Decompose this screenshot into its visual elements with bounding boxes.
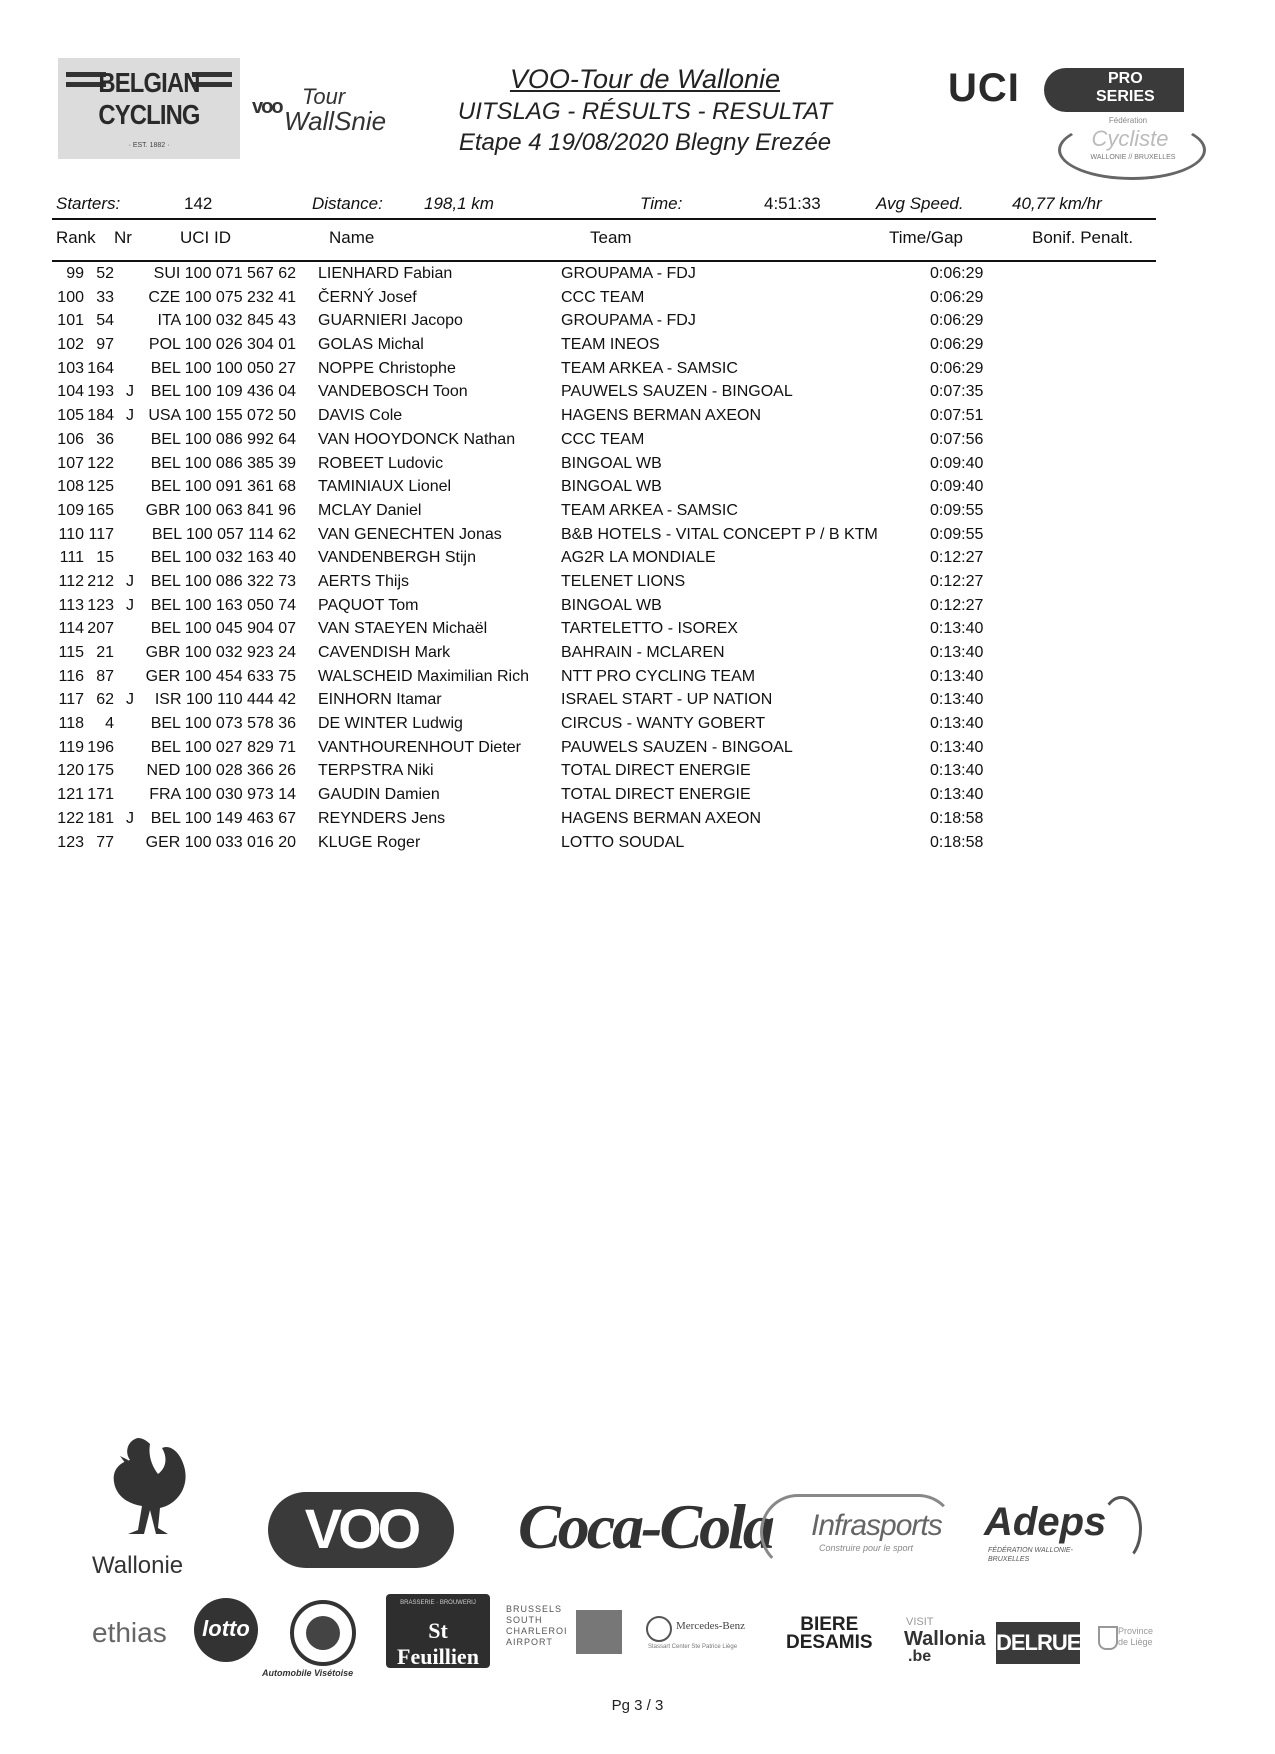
- team-cell: BINGOAL WB: [561, 478, 662, 496]
- uci-id-cell: BEL 100 057 114 62: [151, 525, 296, 543]
- header-rule: [52, 218, 1156, 220]
- logo-text-cycling: CYCLING: [98, 99, 200, 130]
- logo-tour-text: Tour: [302, 84, 346, 109]
- mercedes-text: Mercedes-Benz: [676, 1620, 746, 1632]
- uci-id-cell: NED 100 028 366 26: [146, 762, 296, 780]
- team-cell: AG2R LA MONDIALE: [561, 549, 716, 567]
- mercedes-star-icon: [646, 1616, 672, 1642]
- team-cell: PAUWELS SAUZEN - BINGOAL: [561, 738, 793, 756]
- rank-cell: 106: [57, 430, 84, 448]
- team-cell: TOTAL DIRECT ENERGIE: [561, 786, 751, 804]
- rank-cell: 103: [57, 359, 84, 377]
- nr-cell: 87: [96, 667, 114, 685]
- page-number: Pg 3 / 3: [611, 1697, 664, 1714]
- team-cell: BINGOAL WB: [561, 596, 662, 614]
- rank-cell: 104: [57, 383, 84, 401]
- junior-flag-cell: J: [126, 809, 134, 827]
- table-row: [0, 665, 1275, 689]
- nr-cell: 207: [87, 620, 114, 638]
- team-cell: LOTTO SOUDAL: [561, 833, 685, 851]
- uci-id-cell: BEL 100 027 829 71: [150, 738, 296, 756]
- uci-id-cell: BEL 100 091 361 68: [150, 478, 296, 496]
- time-value: 4:51:33: [764, 194, 821, 213]
- team-cell: CIRCUS - WANTY GOBERT: [561, 715, 766, 733]
- junior-flag-cell: J: [126, 691, 134, 709]
- nr-cell: 164: [87, 359, 114, 377]
- table-row: [0, 357, 1275, 381]
- junior-flag-cell: J: [126, 383, 134, 401]
- rider-name-cell: ČERNÝ Josef: [318, 288, 417, 306]
- adeps-arc-icon: [1100, 1496, 1142, 1562]
- time-gap-cell: 0:07:35: [930, 383, 984, 401]
- team-cell: TARTELETTO - ISOREX: [561, 620, 738, 638]
- distance-label: Distance:: [312, 194, 383, 213]
- title-block: [400, 62, 890, 158]
- logo-text-est: · EST. 1882 ·: [128, 142, 170, 149]
- junior-flag-cell: J: [126, 596, 134, 614]
- time-gap-cell: 0:07:51: [930, 407, 984, 425]
- rank-cell: 101: [57, 312, 84, 330]
- rank-cell: 117: [58, 691, 84, 709]
- table-row: [0, 617, 1275, 641]
- uci-id-cell: BEL 100 086 992 64: [150, 430, 296, 448]
- rider-name-cell: AERTS Thijs: [318, 572, 409, 590]
- starters-value: 142: [184, 194, 213, 213]
- rider-name-cell: EINHORN Itamar: [318, 691, 442, 709]
- time-gap-cell: 0:12:27: [930, 596, 984, 614]
- rank-cell: 105: [57, 407, 84, 425]
- uci-id-cell: FRA 100 030 973 14: [149, 786, 296, 804]
- table-row: [0, 783, 1275, 807]
- time-gap-cell: 0:09:55: [930, 525, 984, 543]
- table-row: [0, 807, 1275, 831]
- rider-name-cell: DAVIS Cole: [318, 407, 403, 425]
- team-cell: CCC TEAM: [561, 430, 645, 448]
- st-feuillien-text: St Feuillien: [397, 1618, 479, 1669]
- sponsor-wallonie: [88, 1430, 208, 1580]
- airport-line: CHARLEROI: [506, 1626, 568, 1636]
- lotto-text: lotto: [202, 1616, 250, 1641]
- province-shield-icon: [1098, 1626, 1118, 1650]
- nr-cell: 184: [87, 407, 114, 425]
- rider-name-cell: LIENHARD Fabian: [318, 265, 453, 282]
- sponsor-automobile-visetoise: Automobile Visétoise: [262, 1668, 354, 1678]
- rank-cell: 107: [57, 454, 84, 472]
- rider-name-cell: VAN GENECHTEN Jonas: [318, 525, 502, 543]
- sponsor-st-feuillien: [386, 1594, 490, 1668]
- team-cell: BINGOAL WB: [561, 454, 662, 472]
- airport-line: AIRPORT: [506, 1637, 553, 1647]
- table-row: [0, 262, 1275, 286]
- uci-id-cell: USA 100 155 072 50: [148, 407, 296, 425]
- table-row: [0, 759, 1275, 783]
- nr-cell: 193: [87, 383, 114, 401]
- time-gap-cell: 0:06:29: [930, 336, 984, 354]
- col-team: Team: [590, 228, 632, 247]
- nr-cell: 62: [96, 691, 114, 709]
- rank-cell: 100: [57, 288, 84, 306]
- federation-small-text: Fédération: [1108, 116, 1148, 125]
- adeps-subtext: FÉDÉRATION WALLONIE-BRUXELLES: [988, 1547, 1073, 1563]
- nr-cell: 122: [87, 454, 114, 472]
- uci-id-cell: BEL 100 086 322 73: [150, 572, 296, 590]
- airport-logo-icon: [576, 1610, 622, 1654]
- nr-cell: 15: [96, 549, 114, 567]
- distance-value: 198,1 km: [424, 194, 494, 213]
- sponsor-coca-cola: Coca-Cola: [518, 1491, 772, 1562]
- uci-id-cell: SUI 100 071 567 62: [153, 265, 296, 282]
- logo-text-belgian: BELGIAN: [98, 67, 200, 98]
- uci-id-cell: GBR 100 032 923 24: [145, 644, 296, 661]
- rider-name-cell: TERPSTRA Niki: [318, 762, 434, 780]
- rank-cell: 118: [58, 715, 84, 733]
- team-cell: HAGENS BERMAN AXEON: [561, 809, 762, 827]
- time-gap-cell: 0:18:58: [930, 833, 984, 851]
- nr-cell: 54: [96, 312, 114, 330]
- time-gap-cell: 0:06:29: [930, 359, 984, 377]
- pro-text: PRO: [1108, 70, 1143, 87]
- nr-cell: 33: [96, 288, 114, 306]
- time-gap-cell: 0:12:27: [930, 549, 984, 567]
- team-cell: NTT PRO CYCLING TEAM: [561, 667, 756, 685]
- uci-id-cell: ISR 100 110 444 42: [154, 691, 296, 709]
- table-row: [0, 688, 1275, 712]
- sponsor-brussels-south-charleroi-airport: [506, 1604, 568, 1648]
- uci-text: UCI: [948, 66, 1020, 110]
- rider-name-cell: VANTHOURENHOUT Dieter: [318, 738, 521, 756]
- table-row: [0, 499, 1275, 523]
- table-row: [0, 428, 1275, 452]
- logo-wallonie-text: WallSnie: [284, 106, 387, 136]
- avg-speed-label: Avg Speed.: [876, 194, 964, 213]
- table-row: [0, 452, 1275, 476]
- rider-name-cell: DE WINTER Ludwig: [318, 715, 463, 733]
- rider-name-cell: VAN HOOYDONCK Nathan: [318, 430, 516, 448]
- nr-cell: 212: [87, 572, 114, 590]
- time-gap-cell: 0:13:40: [930, 644, 984, 661]
- table-row: [0, 309, 1275, 333]
- table-row: [0, 475, 1275, 499]
- team-cell: TEAM INEOS: [561, 336, 660, 354]
- rider-name-cell: NOPPE Christophe: [318, 359, 456, 377]
- sponsor-mercedes-benz: [644, 1616, 766, 1656]
- team-cell: CCC TEAM: [561, 288, 645, 306]
- time-gap-cell: 0:13:40: [930, 762, 984, 780]
- uci-id-cell: BEL 100 073 578 36: [150, 715, 296, 733]
- uci-id-cell: BEL 100 163 050 74: [150, 596, 296, 614]
- province-text: [1118, 1626, 1153, 1648]
- col-time-gap: Time/Gap: [889, 228, 964, 247]
- rank-cell: 110: [58, 525, 84, 543]
- nr-cell: 165: [87, 501, 114, 519]
- rider-name-cell: VAN STAEYEN Michaël: [318, 620, 488, 638]
- table-row: [0, 523, 1275, 547]
- rank-cell: 99: [66, 265, 84, 282]
- rank-cell: 112: [58, 572, 84, 590]
- time-gap-cell: 0:06:29: [930, 312, 984, 330]
- rider-name-cell: VANDEBOSCH Toon: [318, 383, 468, 401]
- rider-name-cell: PAQUOT Tom: [318, 596, 419, 614]
- rider-name-cell: MCLAY Daniel: [318, 501, 422, 519]
- voo-text: VOO: [304, 1497, 418, 1560]
- adeps-text: Adeps: [984, 1500, 1107, 1544]
- team-cell: B&B HOTELS - VITAL CONCEPT P / B KTM: [561, 525, 878, 543]
- team-cell: ISRAEL START - UP NATION: [561, 691, 773, 709]
- logo-voo-text: voo: [252, 96, 282, 118]
- rider-name-cell: TAMINIAUX Lionel: [318, 478, 452, 496]
- team-cell: TOTAL DIRECT ENERGIE: [561, 762, 751, 780]
- junior-flag-cell: J: [126, 407, 134, 425]
- nr-cell: 181: [87, 809, 114, 827]
- federation-sub-text: WALLONIE // BRUXELLES: [1090, 154, 1176, 161]
- nr-cell: 171: [87, 786, 114, 804]
- uci-id-cell: GER 100 454 633 75: [145, 667, 296, 685]
- infrasports-text: Infrasports: [811, 1509, 942, 1542]
- nr-cell: 77: [96, 833, 114, 851]
- time-gap-cell: 0:09:55: [930, 501, 984, 519]
- pro-series-text: [1096, 70, 1155, 106]
- time-gap-cell: 0:13:40: [930, 620, 984, 638]
- team-cell: BAHRAIN - MCLAREN: [561, 644, 725, 661]
- table-row: [0, 380, 1275, 404]
- col-nr: Nr: [114, 228, 132, 247]
- be-text: .be: [908, 1648, 932, 1665]
- rank-cell: 115: [58, 644, 84, 661]
- sponsor-voo: [268, 1492, 454, 1568]
- rank-cell: 114: [58, 620, 84, 638]
- federation-text: Cycliste: [1091, 126, 1169, 151]
- rank-cell: 121: [57, 786, 84, 804]
- junior-flag-cell: J: [126, 572, 134, 590]
- biere-line1: BIERE: [800, 1614, 859, 1635]
- table-row: [0, 641, 1275, 665]
- rider-name-cell: CAVENDISH Mark: [318, 644, 451, 661]
- rank-cell: 109: [57, 501, 84, 519]
- time-gap-cell: 0:13:40: [930, 715, 984, 733]
- rider-name-cell: GAUDIN Damien: [318, 786, 440, 804]
- table-row: [0, 404, 1275, 428]
- tour-de-wallonie-logo: [252, 84, 392, 144]
- skoda-arrow-icon: [306, 1616, 340, 1650]
- rank-cell: 120: [57, 762, 84, 780]
- time-label: Time:: [640, 194, 683, 213]
- time-gap-cell: 0:13:40: [930, 691, 984, 709]
- nr-cell: 4: [105, 715, 114, 733]
- sponsor-lotto: [194, 1598, 258, 1662]
- table-row: [0, 570, 1275, 594]
- rooster-icon: [98, 1430, 198, 1548]
- uci-id-cell: BEL 100 149 463 67: [150, 809, 296, 827]
- team-cell: PAUWELS SAUZEN - BINGOAL: [561, 383, 793, 401]
- rank-cell: 102: [57, 336, 84, 354]
- team-cell: TEAM ARKEA - SAMSIC: [561, 359, 738, 377]
- uci-id-cell: ITA 100 032 845 43: [157, 312, 296, 330]
- table-row: [0, 712, 1275, 736]
- col-uci-id: UCI ID: [180, 228, 231, 247]
- time-gap-cell: 0:13:40: [930, 667, 984, 685]
- uci-id-cell: BEL 100 100 050 27: [150, 359, 296, 377]
- col-name: Name: [329, 228, 375, 247]
- results-table: [0, 262, 1275, 854]
- table-row: [0, 333, 1275, 357]
- team-cell: HAGENS BERMAN AXEON: [561, 407, 762, 425]
- sponsor-biere-des-amis: [786, 1616, 873, 1652]
- sponsor-delrue: [996, 1622, 1080, 1664]
- airport-line: SOUTH: [506, 1615, 543, 1625]
- uci-id-cell: GBR 100 063 841 96: [145, 501, 296, 519]
- time-gap-cell: 0:06:29: [930, 288, 984, 306]
- team-cell: GROUPAMA - FDJ: [561, 265, 696, 282]
- uci-id-cell: BEL 100 109 436 04: [150, 383, 296, 401]
- rank-cell: 123: [57, 833, 84, 851]
- sponsor-visit-wallonia: [902, 1616, 992, 1666]
- sponsor-province-de-liege: [1096, 1624, 1166, 1664]
- nr-cell: 97: [96, 336, 114, 354]
- nr-cell: 196: [87, 738, 114, 756]
- uci-pro-series-logo: [948, 64, 1208, 174]
- time-gap-cell: 0:07:56: [930, 430, 984, 448]
- sponsor-ethias: ethias: [92, 1617, 167, 1648]
- time-gap-cell: 0:13:40: [930, 738, 984, 756]
- wallonie-text: Wallonie: [92, 1552, 184, 1579]
- uci-id-cell: GER 100 033 016 20: [145, 833, 296, 851]
- rider-name-cell: KLUGE Roger: [318, 833, 421, 851]
- nr-cell: 123: [87, 596, 114, 614]
- race-title: VOO-Tour de Wallonie: [509, 64, 781, 94]
- table-row: [0, 831, 1275, 855]
- team-cell: TEAM ARKEA - SAMSIC: [561, 501, 738, 519]
- uci-id-cell: POL 100 026 304 01: [148, 336, 296, 354]
- rank-cell: 108: [57, 478, 84, 496]
- rank-cell: 119: [58, 738, 84, 756]
- nr-cell: 117: [88, 525, 114, 543]
- delrue-text: DELRUE: [996, 1630, 1081, 1655]
- col-rank: Rank: [56, 228, 96, 247]
- avg-speed-value: 40,77 km/hr: [1012, 194, 1102, 213]
- table-row: [0, 594, 1275, 618]
- rider-name-cell: VANDENBERGH Stijn: [318, 549, 476, 567]
- rider-name-cell: GUARNIERI Jacopo: [318, 312, 463, 330]
- province-line2: de Liège: [1118, 1637, 1153, 1647]
- table-row: [0, 286, 1275, 310]
- rank-cell: 111: [59, 549, 84, 567]
- team-cell: TELENET LIONS: [561, 572, 686, 590]
- time-gap-cell: 0:18:58: [930, 809, 984, 827]
- rank-cell: 122: [57, 809, 84, 827]
- nr-cell: 21: [96, 644, 114, 661]
- airport-line: BRUSSELS: [506, 1604, 563, 1614]
- rider-name-cell: WALSCHEID Maximilian Rich: [318, 667, 529, 685]
- series-text: SERIES: [1096, 88, 1155, 105]
- sponsor-adeps: [980, 1496, 1150, 1576]
- biere-line2: DESAMIS: [786, 1632, 873, 1653]
- uci-id-cell: BEL 100 045 904 07: [150, 620, 296, 638]
- nr-cell: 52: [96, 265, 114, 282]
- mercedes-subtext: Stassart Center Ste Patrice Liège: [648, 1644, 738, 1650]
- time-gap-cell: 0:09:40: [930, 454, 984, 472]
- wallonia-text: Wallonia: [904, 1628, 986, 1650]
- table-row: [0, 736, 1275, 760]
- st-feuillien-top-text: BRASSERIE · BROUWERIJ: [400, 1600, 476, 1606]
- belgian-cycling-logo: [58, 58, 240, 159]
- uci-id-cell: BEL 100 032 163 40: [150, 549, 296, 567]
- starters-label: Starters:: [56, 194, 121, 213]
- time-gap-cell: 0:13:40: [930, 786, 984, 804]
- col-bonif-penalt: Bonif. Penalt.: [1032, 228, 1134, 247]
- sponsor-infrasports: [760, 1494, 956, 1570]
- nr-cell: 36: [96, 430, 114, 448]
- uci-id-cell: CZE 100 075 232 41: [148, 288, 296, 306]
- time-gap-cell: 0:06:29: [930, 265, 984, 282]
- time-gap-cell: 0:12:27: [930, 572, 984, 590]
- results-subtitle: UITSLAG - RÉSULTS - RESULTAT: [457, 98, 833, 125]
- rank-cell: 113: [58, 596, 84, 614]
- nr-cell: 175: [87, 762, 114, 780]
- province-line1: Province: [1118, 1626, 1154, 1636]
- rider-name-cell: GOLAS Michal: [318, 336, 424, 354]
- rider-name-cell: ROBEET Ludovic: [318, 454, 444, 472]
- visit-text: VISIT: [906, 1616, 934, 1628]
- stage-info: Etape 4 19/08/2020 Blegny Erezée: [458, 129, 832, 156]
- rank-cell: 116: [58, 667, 84, 685]
- nr-cell: 125: [87, 478, 114, 496]
- infrasports-tagline: Construire pour le sport: [819, 1543, 914, 1553]
- team-cell: GROUPAMA - FDJ: [561, 312, 696, 330]
- skoda-icon: [290, 1600, 356, 1666]
- rider-name-cell: REYNDERS Jens: [318, 809, 446, 827]
- uci-id-cell: BEL 100 086 385 39: [150, 454, 296, 472]
- table-row: [0, 546, 1275, 570]
- time-gap-cell: 0:09:40: [930, 478, 984, 496]
